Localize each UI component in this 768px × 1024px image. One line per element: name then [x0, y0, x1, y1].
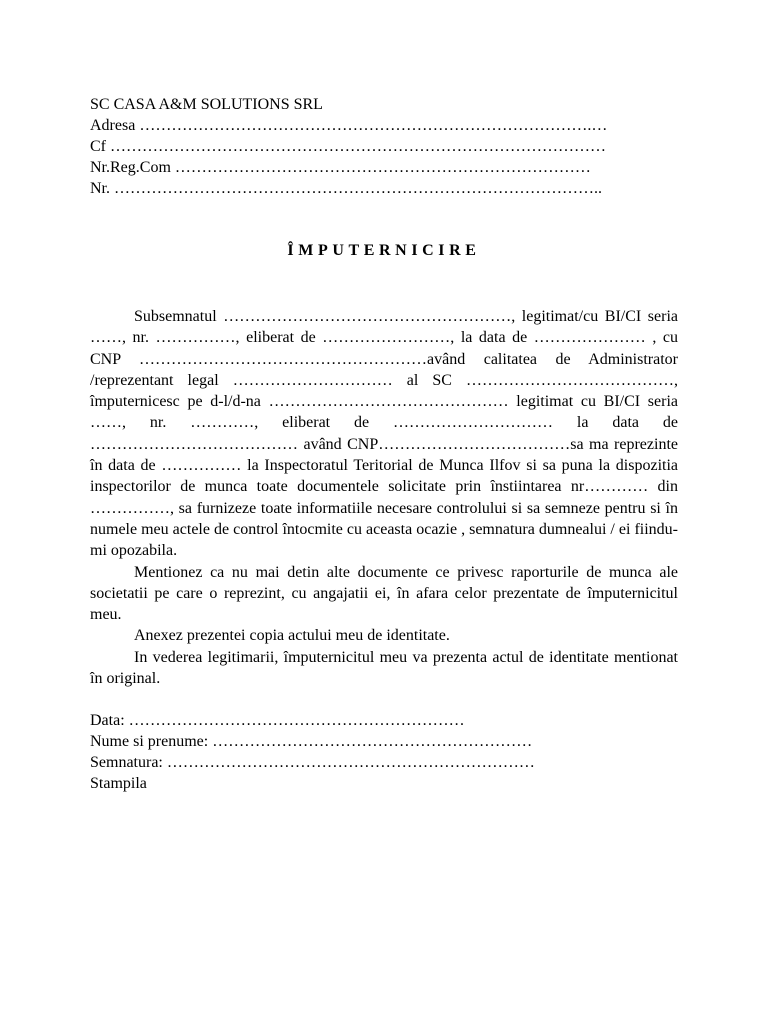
cf-line: Cf …………………………………………………………………………………: [90, 138, 606, 155]
name-line: Nume si prenume: ……………………………………………………: [90, 733, 533, 751]
stamp-label: Stampila: [90, 775, 147, 793]
company-name: SC CASA A&M SOLUTIONS SRL: [90, 96, 323, 113]
document-title: ÎMPUTERNICIRE: [287, 242, 481, 259]
signature-block: [90, 710, 678, 794]
paragraph-statement: Mentionez ca nu mai detin alte documente ce privesc raporturile de munca ale societatii pe care o reprezint, cu angajatii ei, în afara celor prezentate de împuternicitul meu.: [90, 563, 678, 624]
signature-line: Semnatura: ……………………………………………………………: [90, 754, 535, 772]
document-page: [90, 94, 678, 794]
paragraph-annex: Anexez prezentei copia actului meu de identitate.: [134, 627, 450, 645]
paragraph-authorization: Subsemnatul ………………………………………………, legitimat/cu BI/CI seria ……, nr. ……………, eliberat de ……………………, la data de ………………… , cu CNP ………………………………………………având calitatea de Administrator /reprezentant legal ………………………… al SC …………………………………, împuternicesc pe d-l/d-na ……………………………………… legitimat cu BI/CI seria ……, nr. …………, eliberat de ………………………… la data de ………………………………… având CNP………………………………sa ma reprezinte în data de …………… la Inspectoratul Teritorial de Munca Ilfov si sa puna la dispozitia inspectorilor de munca toate documentele solicitate prin înstiintarea nr………… din ……………, sa furnizeze toate informatiile necesare controlului si sa semneze pentru si în numele meu actele de control întocmite cu aceasta ocazie , semnatura dumnealui / ei fiindu-mi opozabila.: [90, 308, 678, 560]
address-line: Adresa ………………………………………………………………………….…: [90, 117, 608, 134]
company-header: [90, 94, 678, 199]
date-line: Data: ………………………………………………………: [90, 712, 465, 730]
nr-line: Nr. ………………………………………………………………………………..: [90, 180, 602, 197]
reg-com-line: Nr.Reg.Com ……………………………………………………………………: [90, 159, 591, 176]
paragraph-identification: In vederea legitimarii, împuternicitul meu va prezenta actul de identitate mentionat în original.: [90, 648, 678, 688]
document-body: [90, 306, 678, 689]
